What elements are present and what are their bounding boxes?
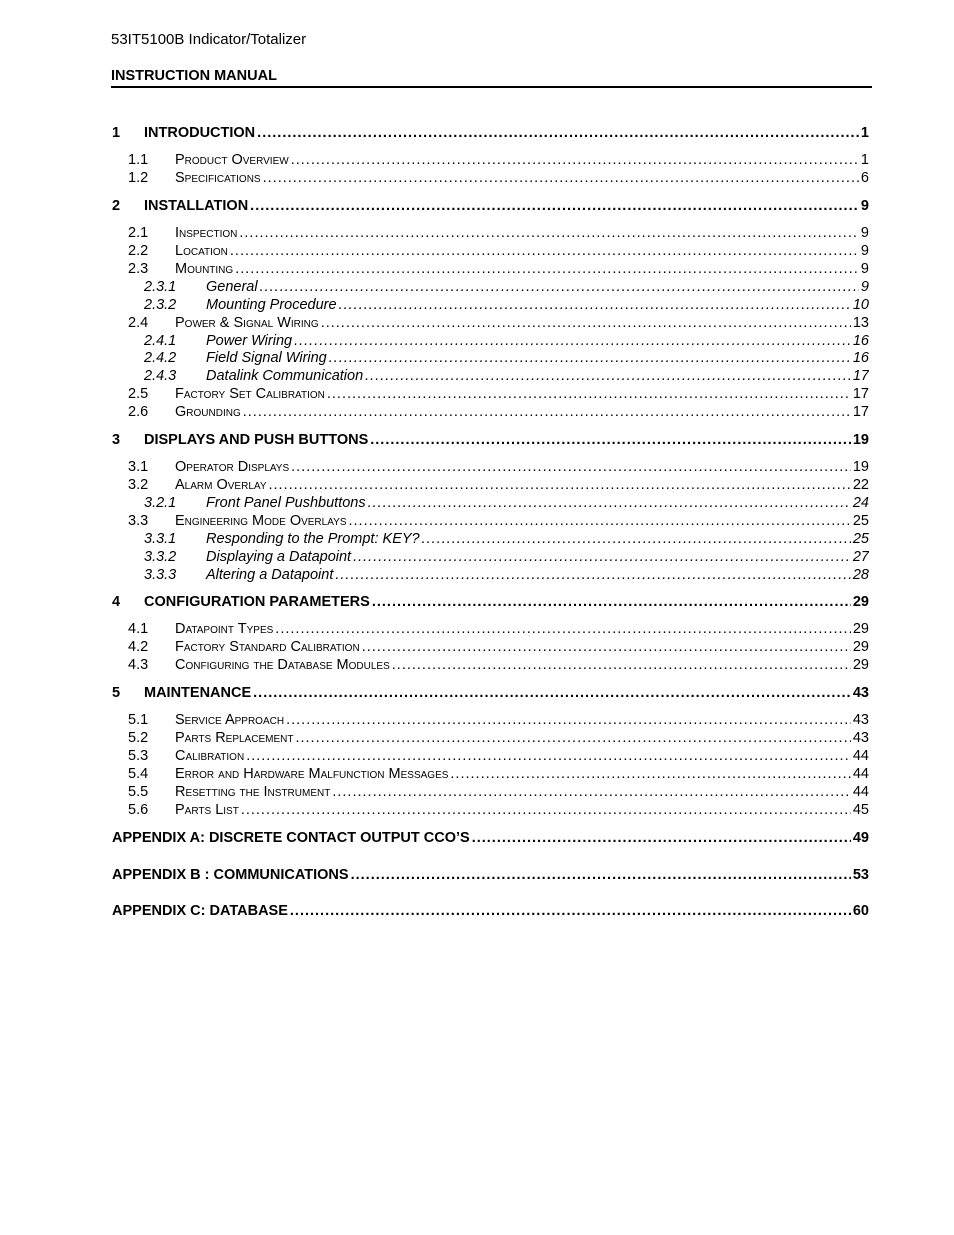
dot-leader <box>392 656 851 674</box>
toc-entry-title: Field Signal Wiring <box>206 350 327 366</box>
toc-entry-level-2[interactable] <box>112 169 869 187</box>
toc-entry-title: Error and Hardware Malfunction Messages <box>175 766 449 782</box>
dot-leader <box>291 151 859 169</box>
toc-page-number: 29 <box>852 657 869 673</box>
toc-entry-level-2[interactable] <box>112 783 869 801</box>
toc-page-number: 29 <box>852 594 869 610</box>
toc-page-number: 49 <box>852 830 869 846</box>
toc-entry-number: 3.1 <box>128 459 149 475</box>
toc-entry-title: Configuring the Database Modules <box>175 657 390 673</box>
toc-entry-title: DISPLAYS AND PUSH BUTTONS <box>144 432 369 448</box>
toc-entry-title: APPENDIX A: DISCRETE CONTACT OUTPUT CCO’S <box>112 830 470 846</box>
toc-entry-title: INSTALLATION <box>144 198 249 214</box>
toc-page-number: 9 <box>860 225 869 241</box>
toc-entry-title: Parts List <box>175 802 239 818</box>
toc-entry-number: 2.3.1 <box>144 279 177 295</box>
toc-entry-title: Engineering Mode Overlays <box>175 513 347 529</box>
toc-page-number: 9 <box>860 261 869 277</box>
toc-entry-title: Datapoint Types <box>175 621 274 637</box>
dot-leader <box>372 593 851 611</box>
toc-entry-title: APPENDIX B : COMMUNICATIONS <box>112 867 349 883</box>
toc-entry-level-2[interactable] <box>112 385 869 403</box>
dot-leader <box>263 169 859 187</box>
toc-entry-number: 3 <box>112 432 121 448</box>
toc-entry-title: Responding to the Prompt: KEY? <box>206 531 420 547</box>
toc-entry-title: CONFIGURATION PARAMETERS <box>144 594 370 610</box>
dot-leader <box>230 242 859 260</box>
toc-entry-level-3[interactable] <box>112 530 869 548</box>
toc-entry-title: Front Panel Pushbuttons <box>206 495 366 511</box>
dot-leader <box>268 476 850 494</box>
toc-entry-number: 3.3.2 <box>144 549 177 565</box>
toc-page-number: 1 <box>860 152 869 168</box>
dot-leader <box>332 783 851 801</box>
toc-entry-title: Parts Replacement <box>175 730 294 746</box>
toc-entry-number: 5.1 <box>128 712 149 728</box>
toc-entry-number: 5.6 <box>128 802 149 818</box>
toc-page-number: 43 <box>852 730 869 746</box>
toc-page-number: 43 <box>852 712 869 728</box>
toc-entry-number: 1.1 <box>128 152 149 168</box>
toc-page-number: 6 <box>860 170 869 186</box>
toc-page-number: 9 <box>860 279 869 295</box>
toc-page-number: 10 <box>852 297 869 313</box>
toc-page-number: 1 <box>860 125 869 141</box>
toc-entry-level-2[interactable] <box>112 765 869 783</box>
toc-entry-number: 2.4.2 <box>144 350 177 366</box>
toc-entry-number: 2.4 <box>128 315 149 331</box>
toc-entry-title: Factory Standard Calibration <box>175 639 360 655</box>
toc-entry-title: Resetting the Instrument <box>175 784 331 800</box>
toc-entry-number: 4.3 <box>128 657 149 673</box>
toc-entry-level-3[interactable] <box>112 332 869 350</box>
toc-page-number: 44 <box>852 784 869 800</box>
dot-leader <box>253 684 851 702</box>
toc-entry-level-3[interactable] <box>112 349 869 367</box>
toc-entry-level-2[interactable] <box>112 512 869 530</box>
dot-leader <box>295 729 850 747</box>
toc-entry-number: 2.3.2 <box>144 297 177 313</box>
toc-page-number: 9 <box>860 243 869 259</box>
toc-entry-level-2[interactable] <box>112 224 869 242</box>
dot-leader <box>362 638 851 656</box>
toc-entry-title: Location <box>175 243 228 259</box>
toc-page-number: 13 <box>852 315 869 331</box>
toc-page-number: 60 <box>852 903 869 919</box>
toc-entry-title: Factory Set Calibration <box>175 386 325 402</box>
page-header <box>111 31 872 88</box>
dot-leader <box>275 620 851 638</box>
dot-leader <box>349 512 851 530</box>
toc-page-number: 17 <box>852 386 869 402</box>
toc-entry-number: 2.6 <box>128 404 149 420</box>
toc-entry-level-3[interactable] <box>112 566 869 584</box>
toc-entry-number: 2.3 <box>128 261 149 277</box>
toc-entry-number: 2.4.3 <box>144 368 177 384</box>
toc-entry-number: 2.2 <box>128 243 149 259</box>
dot-leader <box>291 458 851 476</box>
toc-entry-number: 4.2 <box>128 639 149 655</box>
toc-page-number: 29 <box>852 621 869 637</box>
dot-leader <box>329 349 851 367</box>
dot-leader <box>246 747 851 765</box>
toc-entry-number: 2.4.1 <box>144 333 177 349</box>
toc-entry-title: Mounting Procedure <box>206 297 337 313</box>
dot-leader <box>239 224 859 242</box>
dot-leader <box>257 124 859 142</box>
dot-leader <box>235 260 859 278</box>
toc-page-number: 53 <box>852 867 869 883</box>
toc-page-number: 44 <box>852 748 869 764</box>
dot-leader <box>370 431 851 449</box>
toc-entry-number: 4.1 <box>128 621 149 637</box>
dot-leader <box>327 385 851 403</box>
dot-leader <box>321 314 851 332</box>
toc-page-number: 16 <box>852 350 869 366</box>
toc-entry-title: Mounting <box>175 261 234 277</box>
toc-page-number: 17 <box>852 404 869 420</box>
toc-entry-level-1[interactable] <box>112 124 869 142</box>
toc-entry-title: Power & Signal Wiring <box>175 315 319 331</box>
dot-leader <box>260 278 859 296</box>
toc-entry-title: General <box>206 279 258 295</box>
toc-page-number: 17 <box>852 368 869 384</box>
toc-page-number: 44 <box>852 766 869 782</box>
toc-page-number: 19 <box>852 432 869 448</box>
toc-entry-title: Calibration <box>175 748 245 764</box>
toc-entry-title: Specifications <box>175 170 261 186</box>
toc-entry-level-1[interactable] <box>112 593 869 611</box>
toc-entry-level-3[interactable] <box>112 367 869 385</box>
toc-entry-number: 5 <box>112 685 121 701</box>
toc-entry-title: APPENDIX C: DATABASE <box>112 903 288 919</box>
toc-entry-level-2[interactable] <box>112 801 869 819</box>
toc-entry-level-2[interactable] <box>112 476 869 494</box>
toc-entry-title: INTRODUCTION <box>144 125 256 141</box>
dot-leader <box>243 403 851 421</box>
dot-leader <box>368 494 851 512</box>
dot-leader <box>294 332 851 350</box>
toc-entry-title: Displaying a Datapoint <box>206 549 352 565</box>
toc-entry-number: 5.2 <box>128 730 149 746</box>
toc-entry-level-2[interactable] <box>112 403 869 421</box>
toc-page-number: 9 <box>860 198 869 214</box>
toc-entry-level-2[interactable] <box>112 242 869 260</box>
toc-entry-number: 2.5 <box>128 386 149 402</box>
toc-entry-level-3[interactable] <box>112 494 869 512</box>
toc-entry-number: 1 <box>112 125 121 141</box>
toc-entry-level-2[interactable] <box>112 747 869 765</box>
toc-entry-level-1[interactable] <box>112 684 869 702</box>
document-title: 53IT5100B Indicator/Totalizer <box>111 31 307 48</box>
toc-page-number: 25 <box>852 531 869 547</box>
toc-entry-number: 1.2 <box>128 170 149 186</box>
dot-leader <box>365 367 851 385</box>
toc-entry-number: 3.3.1 <box>144 531 177 547</box>
toc-entry-number: 4 <box>112 594 121 610</box>
toc-entry-level-2[interactable] <box>112 260 869 278</box>
toc-appendix-entry[interactable] <box>112 829 869 847</box>
toc-page-number: 29 <box>852 639 869 655</box>
dot-leader <box>353 548 851 566</box>
toc-entry-number: 2 <box>112 198 121 214</box>
toc-entry-title: Power Wiring <box>206 333 293 349</box>
toc-entry-level-3[interactable] <box>112 548 869 566</box>
dot-leader <box>450 765 850 783</box>
toc-entry-number: 5.4 <box>128 766 149 782</box>
toc-entry-number: 5.3 <box>128 748 149 764</box>
toc-entry-level-2[interactable] <box>112 620 869 638</box>
toc-entry-number: 3.2 <box>128 477 149 493</box>
toc-entry-level-2[interactable] <box>112 151 869 169</box>
toc-page-number: 43 <box>852 685 869 701</box>
toc-entry-level-3[interactable] <box>112 296 869 314</box>
toc-appendix-entry[interactable] <box>112 902 869 920</box>
dot-leader <box>351 866 851 884</box>
dot-leader <box>250 197 859 215</box>
toc-page-number: 22 <box>852 477 869 493</box>
toc-entry-level-2[interactable] <box>112 314 869 332</box>
toc-entry-title: Alarm Overlay <box>175 477 267 493</box>
toc-appendix-entry[interactable] <box>112 866 869 884</box>
toc-entry-title: Inspection <box>175 225 238 241</box>
toc-entry-number: 3.3 <box>128 513 149 529</box>
toc-entry-number: 5.5 <box>128 784 149 800</box>
toc-page-number: 19 <box>852 459 869 475</box>
toc-entry-title: Grounding <box>175 404 241 420</box>
toc-entry-title: Operator Displays <box>175 459 290 475</box>
toc-entry-title: Service Approach <box>175 712 285 728</box>
toc-page-number: 16 <box>852 333 869 349</box>
dot-leader <box>241 801 851 819</box>
toc-entry-number: 3.2.1 <box>144 495 177 511</box>
toc-page-number: 24 <box>852 495 869 511</box>
dot-leader <box>422 530 851 548</box>
toc-entry-title: MAINTENANCE <box>144 685 252 701</box>
toc-entry-title: Product Overview <box>175 152 289 168</box>
toc-page-number: 27 <box>852 549 869 565</box>
toc-entry-number: 3.3.3 <box>144 567 177 583</box>
toc-entry-level-2[interactable] <box>112 458 869 476</box>
toc-entry-title: Altering a Datapoint <box>206 567 334 583</box>
toc-entry-level-2[interactable] <box>112 638 869 656</box>
toc-page-number: 28 <box>852 567 869 583</box>
dot-leader <box>339 296 851 314</box>
toc-page-number: 45 <box>852 802 869 818</box>
toc-entry-level-1[interactable] <box>112 431 869 449</box>
toc-entry-number: 2.1 <box>128 225 149 241</box>
toc-entry-level-2[interactable] <box>112 729 869 747</box>
toc-entry-level-2[interactable] <box>112 656 869 674</box>
dot-leader <box>286 711 851 729</box>
toc-entry-title: Datalink Communication <box>206 368 364 384</box>
toc-entry-level-1[interactable] <box>112 197 869 215</box>
dot-leader <box>290 902 851 920</box>
toc-page-number: 25 <box>852 513 869 529</box>
toc-entry-level-3[interactable] <box>112 278 869 296</box>
manual-heading: INSTRUCTION MANUAL <box>111 67 872 88</box>
toc-entry-level-2[interactable] <box>112 711 869 729</box>
dot-leader <box>472 829 851 847</box>
dot-leader <box>335 566 851 584</box>
